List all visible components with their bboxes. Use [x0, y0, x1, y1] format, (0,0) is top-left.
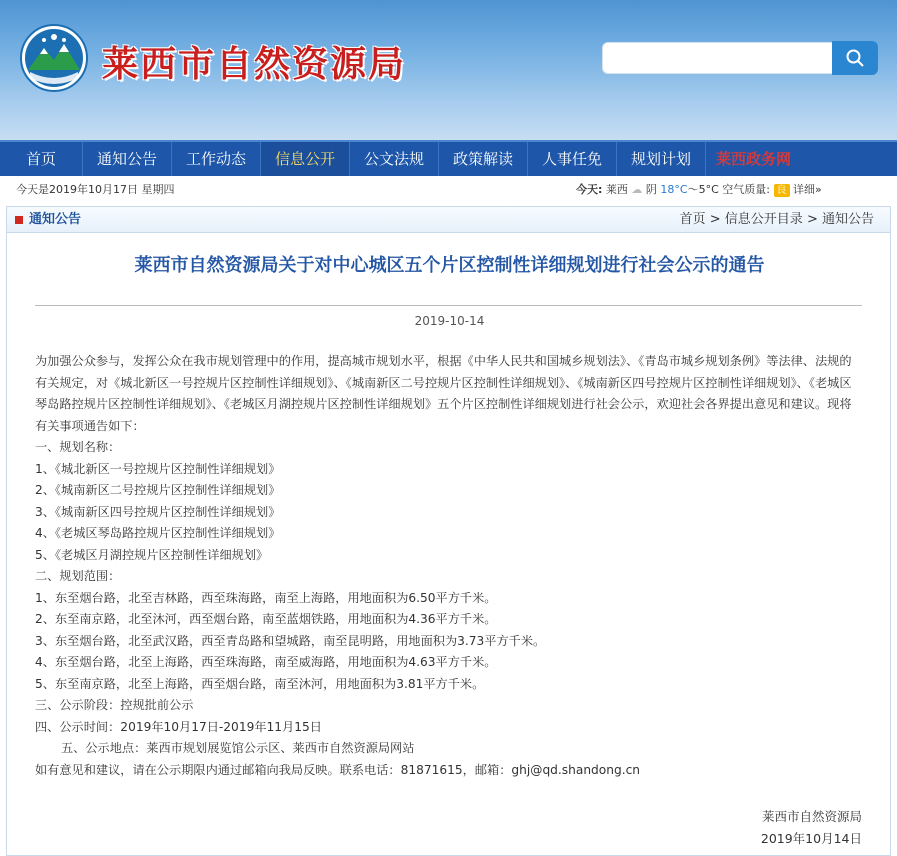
section-heading-names: 一、规划名称： [35, 440, 121, 454]
content-panel [6, 206, 891, 856]
nav-policy-interpretation[interactable]: 政策解读 [439, 142, 528, 176]
nav-planning[interactable]: 规划计划 [617, 142, 706, 176]
plan-scope-item: 3、东至烟台路，北至武汉路，西至青岛路和望城路，南至昆明路，用地面积为3.73平方千米。 [35, 633, 546, 648]
article-date: 2019-10-14 [414, 314, 485, 328]
plan-scope-item: 4、东至烟台路，北至上海路，西至珠海路，南至威海路，用地面积为4.63平方千米。 [35, 655, 497, 669]
signature-block [761, 806, 862, 850]
aqi-badge: 良 [774, 184, 790, 197]
weather-detail-link[interactable]: 详细» [793, 183, 822, 196]
intro-paragraph: 为加强公众参与，发挥公众在我市规划管理中的作用，提高城市规划水平，根据《中华人民共和国城乡规划法》、《青岛市城乡规划条例》等法律、法规的有关规定，对《城北新区一号控规片区控制性详细规划》、《城南新区二号控规片区控制性详细规划》、《城南新区四号控规片区控制性详细规划》、《老城区琴岛路控规片区控制性详细规划》、《老城区月湖控规片区控制性详细规划》五个片区控制性详细规划进行社会公示，欢迎社会各界提出意见和建议。现将有关事项通告如下： [35, 354, 852, 433]
search-button[interactable] [832, 41, 878, 75]
plan-scope-item: 2、东至南京路，北至沐河，西至烟台路，南至蓝烟铁路，用地面积为4.36平方千米。 [35, 612, 497, 626]
nav-notices[interactable]: 通知公告 [83, 142, 172, 176]
section-label: 通知公告 [29, 212, 82, 227]
plan-name-item: 4、《老城区琴岛路控规片区控制性详细规划》 [35, 526, 281, 540]
breadcrumb-home[interactable]: 首页 [679, 212, 706, 227]
plan-scope-item: 5、东至南京路，北至上海路，西至烟台路，南至沐河，用地面积为3.81平方千米。 [35, 676, 485, 691]
temp-low: 5°C [698, 183, 719, 196]
site-title: 莱西市自然资源局 [102, 43, 407, 85]
main-nav [0, 140, 897, 176]
breadcrumb-directory[interactable]: 信息公开目录 [724, 212, 803, 227]
section-bullet-icon [15, 216, 23, 224]
bureau-logo-icon[interactable] [20, 24, 88, 92]
breadcrumb-separator: > [806, 212, 818, 227]
plan-name-item: 3、《城南新区四号控规片区控制性详细规划》 [35, 504, 281, 519]
nav-regulations[interactable]: 公文法规 [350, 142, 439, 176]
nav-gov-portal[interactable]: 莱西政务网 [715, 150, 791, 168]
nav-personnel[interactable]: 人事任免 [528, 142, 617, 176]
publicity-location: 五、公示地点：莱西市规划展览馆公示区、莱西市自然资源局网站 [61, 741, 415, 755]
search-input[interactable] [602, 42, 834, 74]
publicity-period: 四、公示时间：2019年10月17日-2019年11月15日 [35, 719, 322, 734]
contact-info: 如有意见和建议，请在公示期限内通过邮箱向我局反映。联系电话：81871615，邮箱：ghj@qd.shandong.cn [35, 762, 641, 777]
breadcrumb-separator: > [709, 212, 721, 227]
cloud-icon: ☁ [631, 183, 643, 196]
today-date: 今天是2019年10月17日 星期四 [16, 183, 175, 196]
plan-scope-item: 1、东至烟台路，北至吉林路，西至珠海路，南至上海路，用地面积为6.50平方千米。 [35, 590, 497, 605]
nav-info-disclosure[interactable]: 信息公开 [261, 142, 350, 176]
article-title: 莱西市自然资源局关于对中心城区五个片区控制性详细规划进行社会公示的通告 [134, 255, 765, 276]
search-icon [845, 48, 865, 68]
weather-city: 莱西 [605, 183, 628, 196]
publicity-stage: 三、公示阶段：控规批前公示 [35, 698, 194, 712]
sign-date: 2019年10月14日 [760, 831, 862, 846]
section-bar [7, 207, 890, 233]
weather-label: 今天: [576, 183, 603, 196]
weather-widget [576, 176, 822, 204]
aqi-label: 空气质量: [722, 183, 770, 196]
section-heading-scope: 二、规划范围： [35, 569, 121, 583]
nav-home[interactable]: 首页 [0, 142, 83, 176]
sign-organization: 莱西市自然资源局 [761, 809, 862, 824]
plan-name-item: 5、《老城区月湖控规片区控制性详细规划》 [35, 547, 269, 562]
plan-name-item: 1、《城北新区一号控规片区控制性详细规划》 [35, 461, 281, 476]
breadcrumb [680, 207, 874, 232]
plan-name-item: 2、《城南新区二号控规片区控制性详细规划》 [35, 483, 281, 497]
nav-work-news[interactable]: 工作动态 [172, 142, 261, 176]
weather-condition: 阴 [645, 183, 657, 196]
temp-separator: ～ [687, 183, 699, 196]
title-divider [35, 305, 862, 306]
article-body [35, 351, 863, 781]
site-header [0, 0, 897, 140]
date-weather-bar [0, 176, 897, 204]
breadcrumb-notices[interactable]: 通知公告 [821, 212, 874, 227]
temp-high: 18°C [660, 183, 688, 196]
section-heading [15, 207, 81, 232]
